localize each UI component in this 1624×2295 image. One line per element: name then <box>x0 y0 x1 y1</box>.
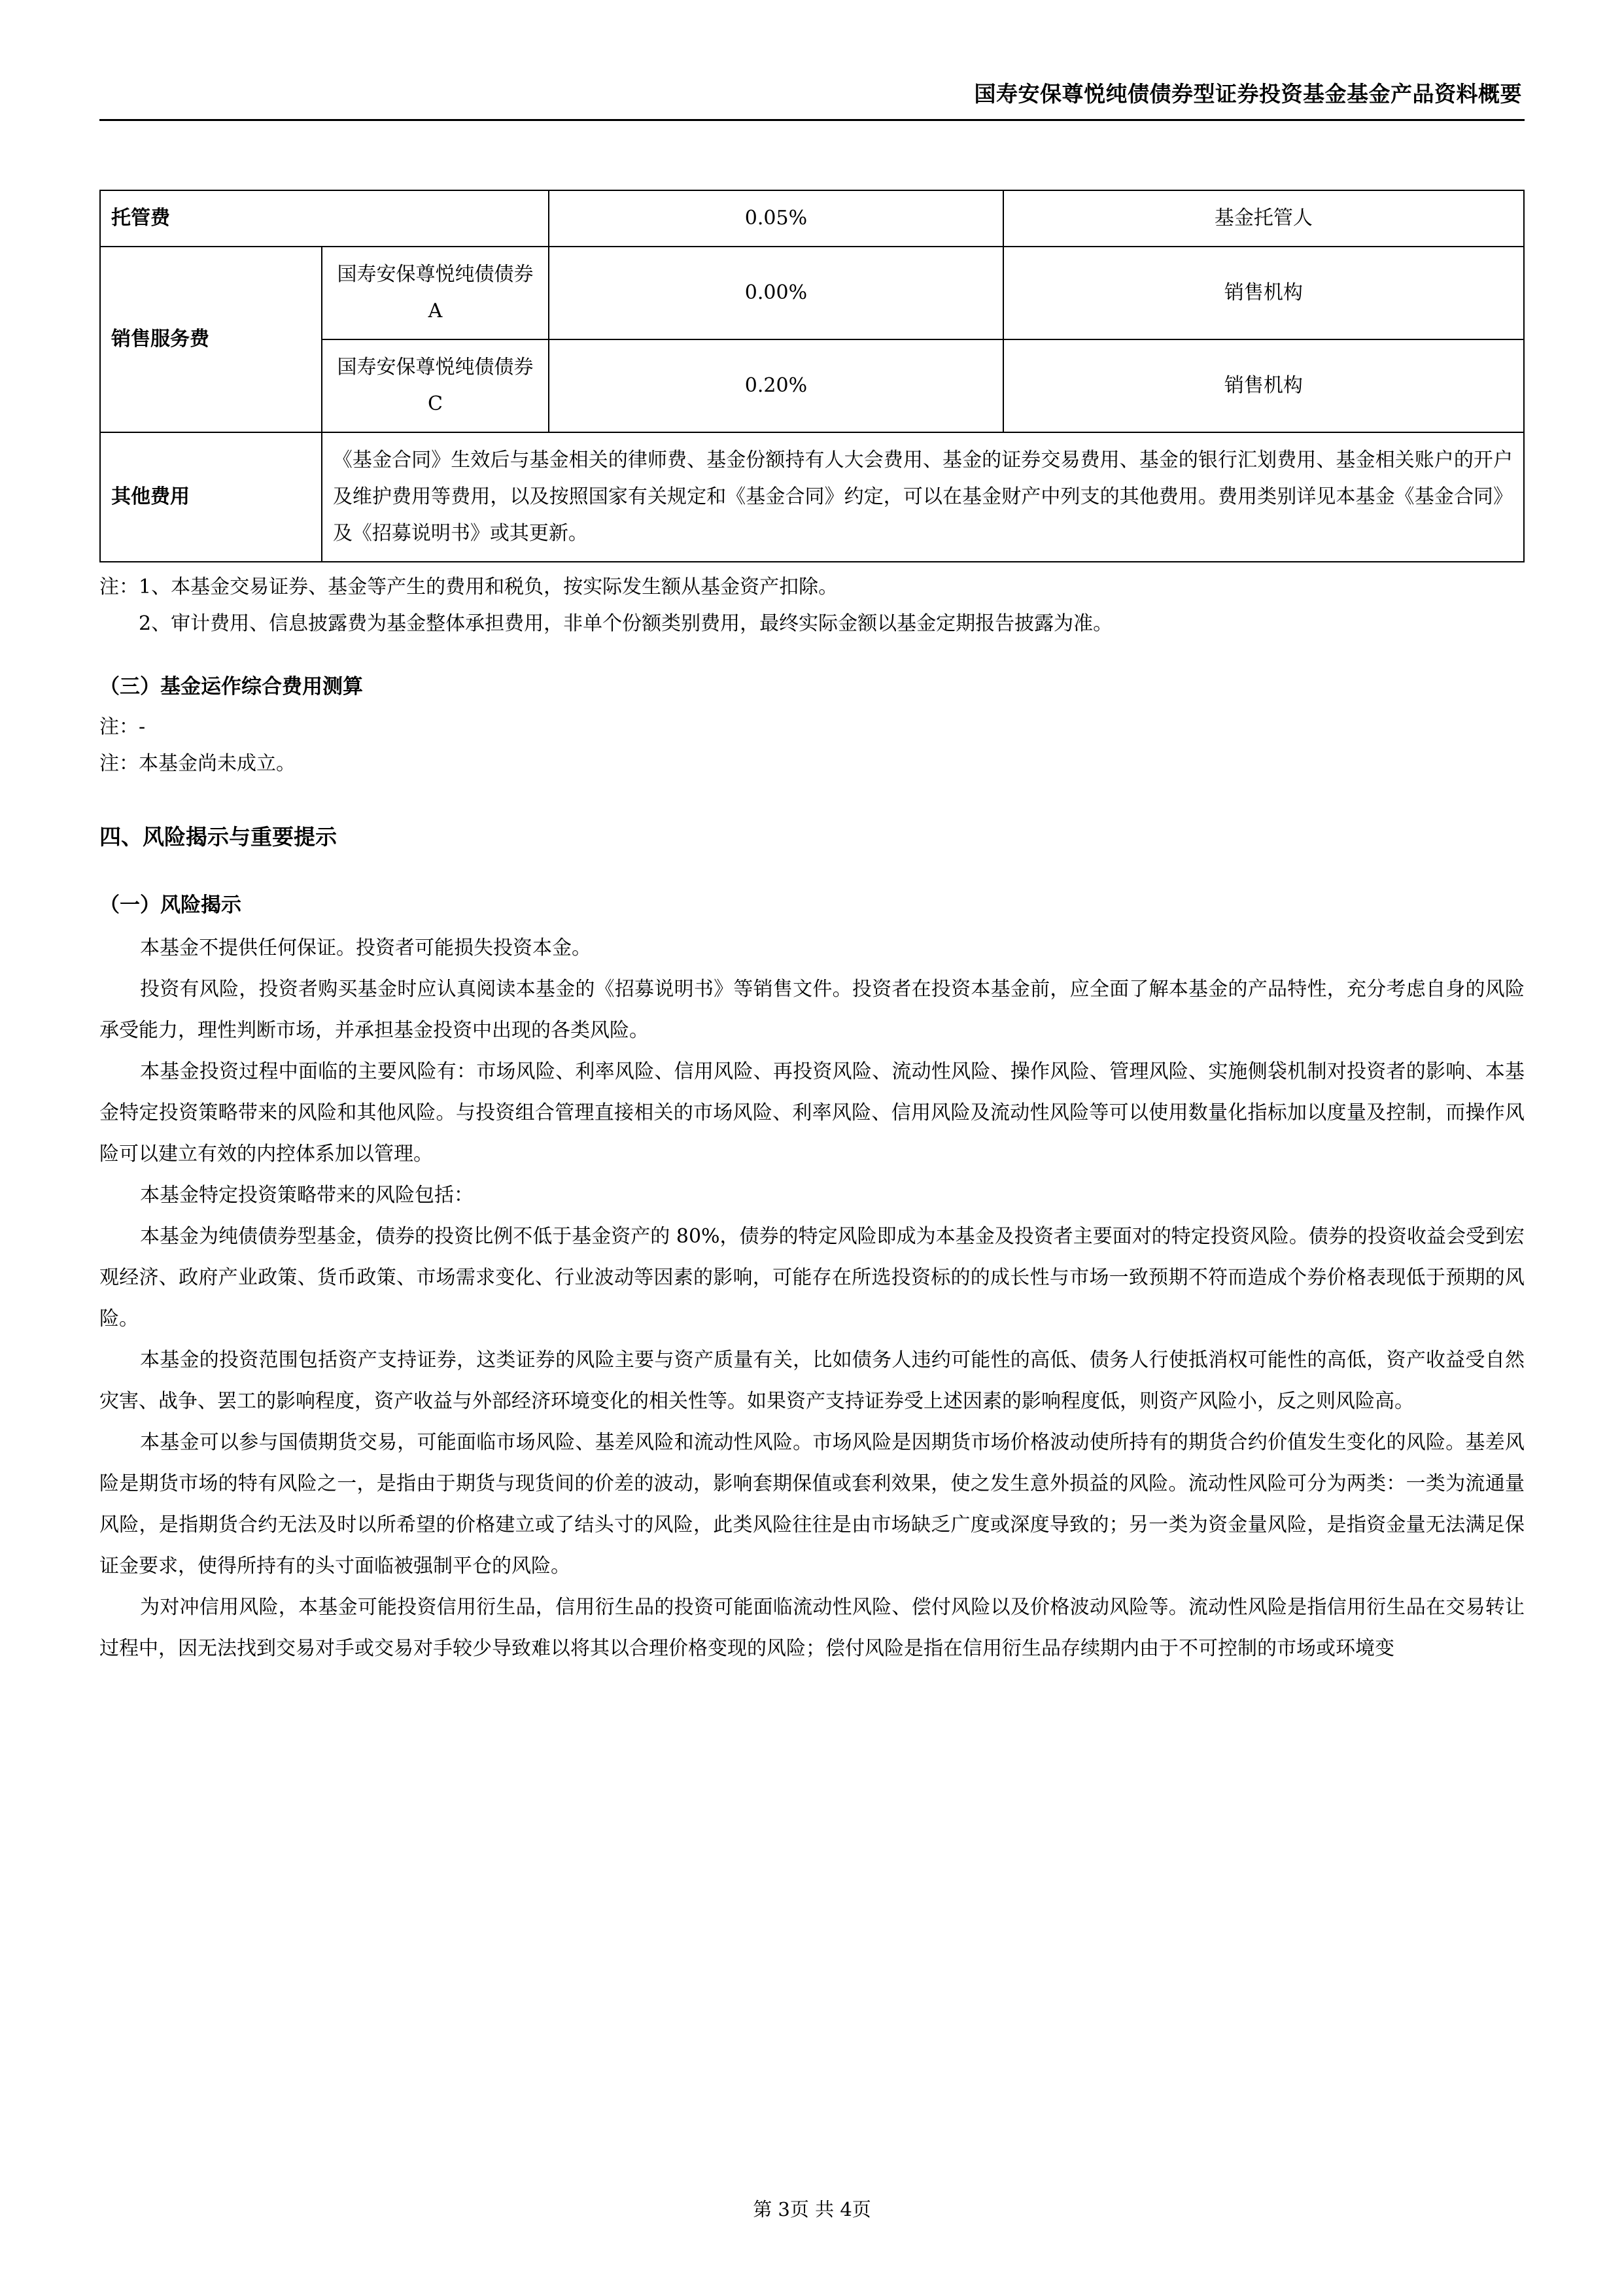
table-row <box>100 190 1524 247</box>
table-notes <box>99 569 1525 642</box>
fee-payee-class-c: 销售机构 <box>1003 339 1524 432</box>
section-three-heading: （三）基金运作综合费用测算 <box>99 675 363 699</box>
table-row <box>100 247 1524 339</box>
fee-rate-custody: 0.05% <box>549 190 1003 247</box>
page-number: 第 3页 共 4页 <box>753 2198 871 2220</box>
risk-paragraph-5: 本基金为纯债债券型基金，债券的投资比例不低于基金资产的 80%，债券的特定风险即成为本基金及投资者主要面对的特定投资风险。债券的投资收益会受到宏观经济、政府产业政策、货币政策、市场需求变化、行业波动等因素的影响，可能存在所选投资标的的成长性与市场一致预期不符而造成个券价格表现低于预期的风险。 <box>99 1225 1525 1330</box>
risk-paragraph-8: 为对冲信用风险，本基金可能投资信用衍生品，信用衍生品的投资可能面临流动性风险、偿付风险以及价格波动风险等。流动性风险是指信用衍生品在交易转让过程中，因无法找到交易对手或交易对手较少导致难以将其以合理价格变现的风险；偿付风险是指在信用衍生品存续期内由于不可控制的市场或环境变 <box>99 1596 1525 1660</box>
fee-table <box>99 190 1525 562</box>
page-header <box>99 78 1525 137</box>
section-three-note-status: 注：本基金尚未成立。 <box>99 752 296 775</box>
fee-payee-custody: 基金托管人 <box>1003 190 1524 247</box>
table-note-1: 注：1、本基金交易证券、基金等产生的费用和税负，按实际发生额从基金资产扣除。 <box>99 576 838 598</box>
page-footer <box>99 2195 1525 2222</box>
risk-paragraph-6: 本基金的投资范围包括资产支持证券，这类证券的风险主要与资产质量有关，比如债务人违约可能性的高低、债务人行使抵消权可能性的高低，资产收益受自然灾害、战争、罢工的影响程度，资产收益与外部经济环境变化的相关性等。如果资产支持证券受上述因素的影响程度低，则资产风险小，反之则风险高。 <box>99 1349 1525 1413</box>
risk-paragraph-3: 本基金投资过程中面临的主要风险有：市场风险、利率风险、信用风险、再投资风险、流动性风险、操作风险、管理风险、实施侧袋机制对投资者的影响、本基金特定投资策略带来的风险和其他风险。与投资组合管理直接相关的市场风险、利率风险、信用风险及流动性风险等可以使用数量化指标加以度量及控制，而操作风险可以建立有效的内控体系加以管理。 <box>99 1060 1525 1165</box>
fee-rate-class-c: 0.20% <box>549 339 1003 432</box>
fee-label-other: 其他费用 <box>100 432 322 562</box>
section-three-note-dash: 注：- <box>99 716 146 738</box>
table-note-2: 2、审计费用、信息披露费为基金整体承担费用，非单个份额类别费用，最终实际金额以基金定期报告披露为准。 <box>139 612 1113 635</box>
fee-share-class-a: 国寿安保尊悦纯债债券 A <box>322 247 549 339</box>
risk-paragraph-2: 投资有风险，投资者购买基金时应认真阅读本基金的《招募说明书》等销售文件。投资者在投资本基金前，应全面了解本基金的产品特性，充分考虑自身的风险承受能力，理性判断市场，并承担基金投资中出现的各类风险。 <box>99 978 1525 1042</box>
page-content <box>99 190 1525 1669</box>
header-title: 国寿安保尊悦纯债债券型证券投资基金基金产品资料概要 <box>974 81 1522 107</box>
fee-other-description: 《基金合同》生效后与基金相关的律师费、基金份额持有人大会费用、基金的证券交易费用、基金的银行汇划费用、基金相关账户的开户及维护费用等费用，以及按照国家有关规定和《基金合同》约定，可以在基金财产中列支的其他费用。费用类别详见本基金《基金合同》及《招募说明书》或其更新。 <box>322 432 1524 562</box>
section-four-sub-heading: （一）风险揭示 <box>99 893 241 917</box>
fee-share-class-c: 国寿安保尊悦纯债债券 C <box>322 339 549 432</box>
risk-paragraph-7: 本基金可以参与国债期货交易，可能面临市场风险、基差风险和流动性风险。市场风险是因期货市场价格波动使所持有的期货合约价值发生变化的风险。基差风险是期货市场的特有风险之一，是指由于期货与现货间的价差的波动，影响套期保值或套利效果，使之发生意外损益的风险。流动性风险可分为两类：一类为流通量风险，是指期货合约无法及时以所希望的价格建立或了结头寸的风险，此类风险往往是由市场缺乏广度或深度导致的；另一类为资金量风险，是指资金量无法满足保证金要求，使得所持有的头寸面临被强制平仓的风险。 <box>99 1431 1525 1578</box>
fee-rate-class-a: 0.00% <box>549 247 1003 339</box>
section-four-heading: 四、风险揭示与重要提示 <box>99 824 337 850</box>
table-row <box>100 432 1524 562</box>
fee-label-custody: 托管费 <box>100 190 549 247</box>
fee-payee-class-a: 销售机构 <box>1003 247 1524 339</box>
header-divider <box>99 119 1525 121</box>
risk-paragraph-1: 本基金不提供任何保证。投资者可能损失投资本金。 <box>140 937 591 959</box>
fee-label-sales-service: 销售服务费 <box>100 247 322 432</box>
risk-paragraph-4: 本基金特定投资策略带来的风险包括： <box>140 1184 474 1207</box>
